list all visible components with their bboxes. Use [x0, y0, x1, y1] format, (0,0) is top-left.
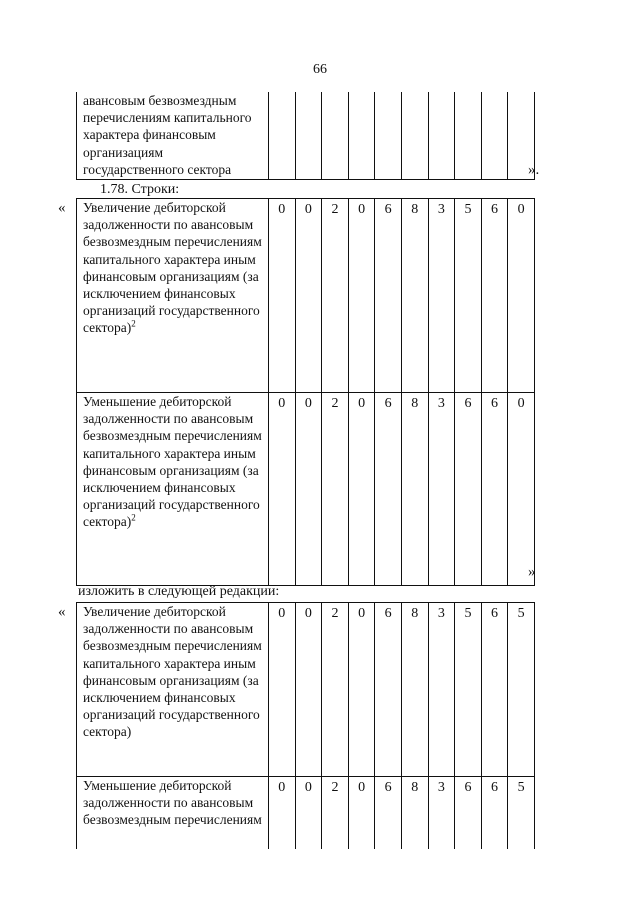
code-digit: 3: [428, 393, 455, 586]
row-description-text: Уменьшение дебиторской задолженности по авансовым безвозмездным перечислениям капитального характера иным финансовым организациям (за исключением финансовых организаций государственного сектора): [83, 394, 262, 530]
code-digit: 0: [269, 603, 296, 777]
code-digit: 3: [428, 199, 455, 393]
code-digit: 3: [428, 603, 455, 777]
table-continuation: [76, 92, 535, 180]
code-digit: 6: [455, 777, 482, 849]
code-digit: 3: [428, 777, 455, 849]
page-number: 66: [313, 62, 327, 77]
section-heading: 1.78. Строки:: [100, 182, 180, 197]
code-digit: 0: [348, 777, 375, 849]
code-digit: 6: [375, 603, 402, 777]
opening-quote: «: [58, 604, 66, 620]
code-digit: 0: [508, 393, 535, 586]
code-digit: 5: [455, 199, 482, 393]
code-digit: 0: [348, 199, 375, 393]
footnote-mark: 2: [131, 318, 136, 329]
code-digit: 2: [322, 603, 349, 777]
table-row: [77, 603, 535, 777]
row-description: Увеличение дебиторской задолженности по авансовым безвозмездным перечислениям капитального характера иным финансовым организациям (за исключением финансовых организаций государственного сектора): [77, 603, 269, 777]
code-digit: 6: [481, 393, 508, 586]
table-row: [77, 393, 535, 586]
code-digit: 0: [295, 603, 322, 777]
table-row: [77, 92, 535, 179]
code-digit: 6: [455, 393, 482, 586]
row-description-text: Увеличение дебиторской задолженности по авансовым безвозмездным перечислениям капитального характера иным финансовым организациям (за исключением финансовых организаций государственного сектора): [83, 200, 262, 336]
code-digit: 0: [269, 777, 296, 849]
code-digit: 2: [322, 393, 349, 586]
code-digit: 8: [401, 777, 428, 849]
code-digit: 8: [401, 603, 428, 777]
table-row: [77, 777, 535, 849]
footnote-mark: 2: [131, 512, 136, 523]
code-digit: 0: [348, 603, 375, 777]
code-digit: 8: [401, 199, 428, 393]
code-digit: 6: [375, 393, 402, 586]
code-cell: [428, 92, 455, 179]
code-cell: [269, 92, 296, 179]
code-digit: 6: [481, 199, 508, 393]
code-cell: [481, 92, 508, 179]
instruction-text: изложить в следующей редакции:: [78, 584, 280, 599]
code-cell: [455, 92, 482, 179]
code-digit: 8: [401, 393, 428, 586]
row-description: [77, 393, 269, 586]
code-digit: 5: [508, 777, 535, 849]
table-old-rows: [76, 198, 535, 586]
code-digit: 0: [295, 777, 322, 849]
closing-quote: ».: [528, 162, 540, 178]
code-digit: 6: [375, 199, 402, 393]
row-description: авансовым безвозмездным перечислениям капитального характера финансовым организациям государственного сектора: [77, 92, 269, 179]
code-digit: 6: [481, 603, 508, 777]
code-cell: [348, 92, 375, 179]
code-digit: 0: [269, 199, 296, 393]
code-cell: [401, 92, 428, 179]
code-digit: 2: [322, 777, 349, 849]
code-digit: 0: [508, 199, 535, 393]
code-digit: 5: [508, 603, 535, 777]
closing-quote: »: [528, 564, 536, 580]
code-cell: [375, 92, 402, 179]
row-description: Уменьшение дебиторской задолженности по авансовым безвозмездным перечислениям: [77, 777, 269, 849]
code-digit: 0: [348, 393, 375, 586]
code-digit: 6: [481, 777, 508, 849]
table-new-rows: [76, 602, 535, 849]
code-cell: [322, 92, 349, 179]
opening-quote: «: [58, 200, 66, 216]
code-digit: 0: [295, 199, 322, 393]
code-digit: 5: [455, 603, 482, 777]
code-digit: 0: [269, 393, 296, 586]
code-digit: 0: [295, 393, 322, 586]
table-row: [77, 199, 535, 393]
code-cell: [295, 92, 322, 179]
code-digit: 6: [375, 777, 402, 849]
row-description: [77, 199, 269, 393]
code-digit: 2: [322, 199, 349, 393]
